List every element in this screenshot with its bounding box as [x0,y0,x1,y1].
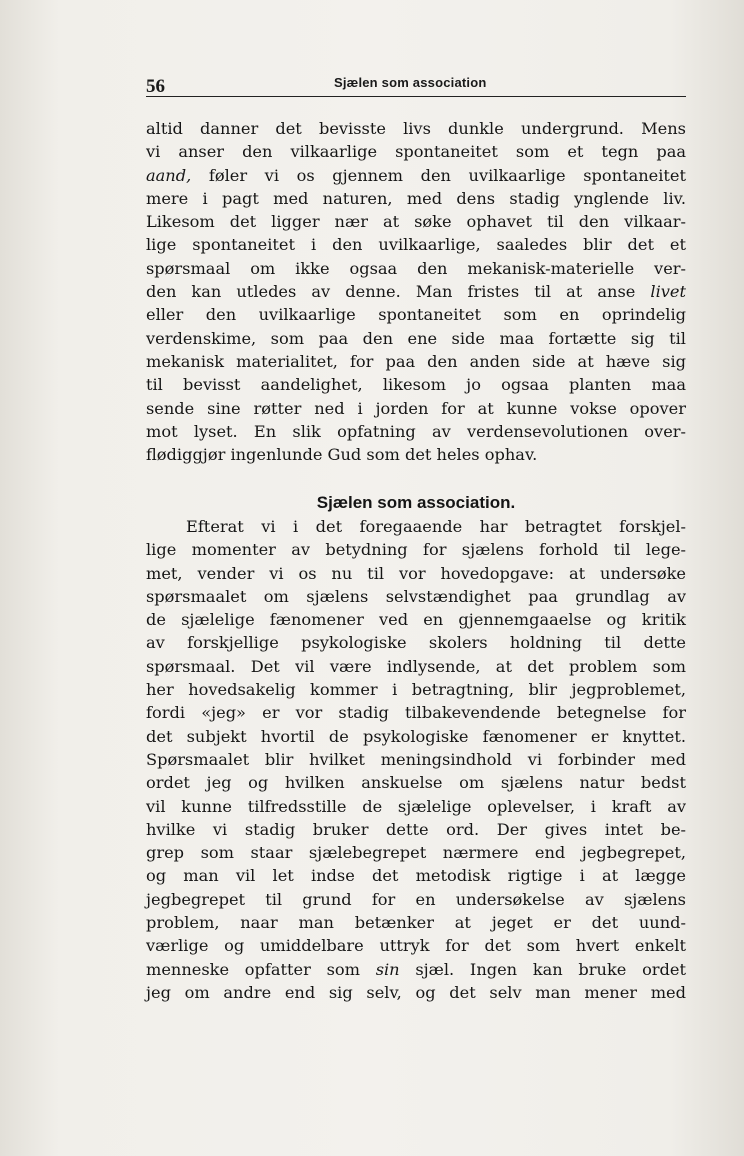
page-number: 56 [146,76,165,97]
text-line: mot lyset. En slik opfatning av verdensevolutionen over- [146,421,686,441]
text-line: grep som staar sjælebegrepet nærmere end jegbegrepet, [146,843,686,863]
text-line: fordi «jeg» er vor stadig tilbakevendende betegnelse for [146,703,686,723]
text-line: jegbegrepet til grund for en undersøkelse av sjælens [146,889,686,909]
text-segment: sjæl. Ingen kan bruke ordet [399,959,686,979]
text-line: til bevisst aandelighet, likesom jo ogsaa planten maa [146,375,686,395]
text-line: det subjekt hvortil de psykologiske fænomener er knyttet. [146,726,686,746]
emphasis-word: sin [375,959,400,979]
section-heading: Sjælen som association. [316,493,516,512]
text-line: spørsmaal om ikke ogsaa den mekanisk-materielle ver- [146,258,686,278]
text-segment: menneske opfatter som [146,959,376,979]
text-line: problem, naar man betænker at jeget er det uund- [146,913,686,933]
text-line: verdenskime, som paa den ene side maa fortætte sig til [146,328,686,348]
text-line: værlige og umiddelbare uttryk for det som hvert enkelt [146,936,686,956]
text-line [146,280,686,303]
page-header [146,72,686,97]
text-line: vi anser den vilkaarlige spontaneitet som et tegn paa [146,142,686,162]
paragraph-1 [146,117,686,466]
text-line: lige momenter av betydning for sjælens forhold til lege- [146,540,686,560]
text-line: altid danner det bevisste livs dunkle undergrund. Mens [146,119,686,138]
text-line [146,958,686,981]
text-line: av forskjellige psykologiske skolers holdning til dette [146,633,686,653]
emphasis-word: aand, [146,165,192,185]
text-line: spørsmaal. Det vil være indlysende, at det problem som [146,656,686,676]
text-line: ordet jeg og hvilken anskuelse om sjælens natur bedst [146,773,686,793]
text-line: og man vil let indse det metodisk rigtige i at lægge [146,866,686,886]
text-line: met, vender vi os nu til vor hovedopgave: at undersøke [146,563,686,583]
text-line: mere i pagt med naturen, med dens stadig ynglende liv. [146,188,686,208]
text-line: Efterat vi i det foregaaende har betragtet forskjel- [186,517,686,536]
text-line: hvilke vi stadig bruker dette ord. Der gives intet be- [146,819,686,839]
text-line: mekanisk materialitet, for paa den anden side at hæve sig [146,351,686,371]
text-line: sende sine røtter ned i jorden for at kunne vokse opover [146,398,686,418]
text-line: flødiggjør ingenlunde Gud som det heles ophav. [146,445,538,465]
text-line: eller den uvilkaarlige spontaneitet som en oprindelig [146,305,686,325]
text-line: Likesom det ligger nær at søke ophavet til den vilkaar- [146,212,686,232]
text-line: vil kunne tilfredsstille de sjælelige oplevelser, i kraft av [146,796,686,816]
text-line: de sjælelige fænomener ved en gjennemgaaelse og kritik [146,610,686,630]
text-line [146,164,686,187]
running-title: Sjælen som association [334,75,487,90]
emphasis-word: livet [650,282,686,302]
text-line: spørsmaalet om sjælens selvstændighet paa grundlag av [146,586,686,606]
text-segment: den kan utledes av denne. Man fristes til at anse [146,282,651,302]
text-line: lige spontaneitet i den uvilkaarlige, saaledes blir det et [146,235,686,255]
text-line: jeg om andre end sig selv, og det selv man mener med [146,982,686,1002]
text-line: her hovedsakelig kommer i betragtning, blir jegproblemet, [146,680,686,700]
text-line: Spørsmaalet blir hvilket meningsindhold vi forbinder med [146,749,686,769]
paragraph-2 [146,515,686,1004]
text-segment: føler vi os gjennem den uvilkaarlige spontaneitet [191,165,686,185]
